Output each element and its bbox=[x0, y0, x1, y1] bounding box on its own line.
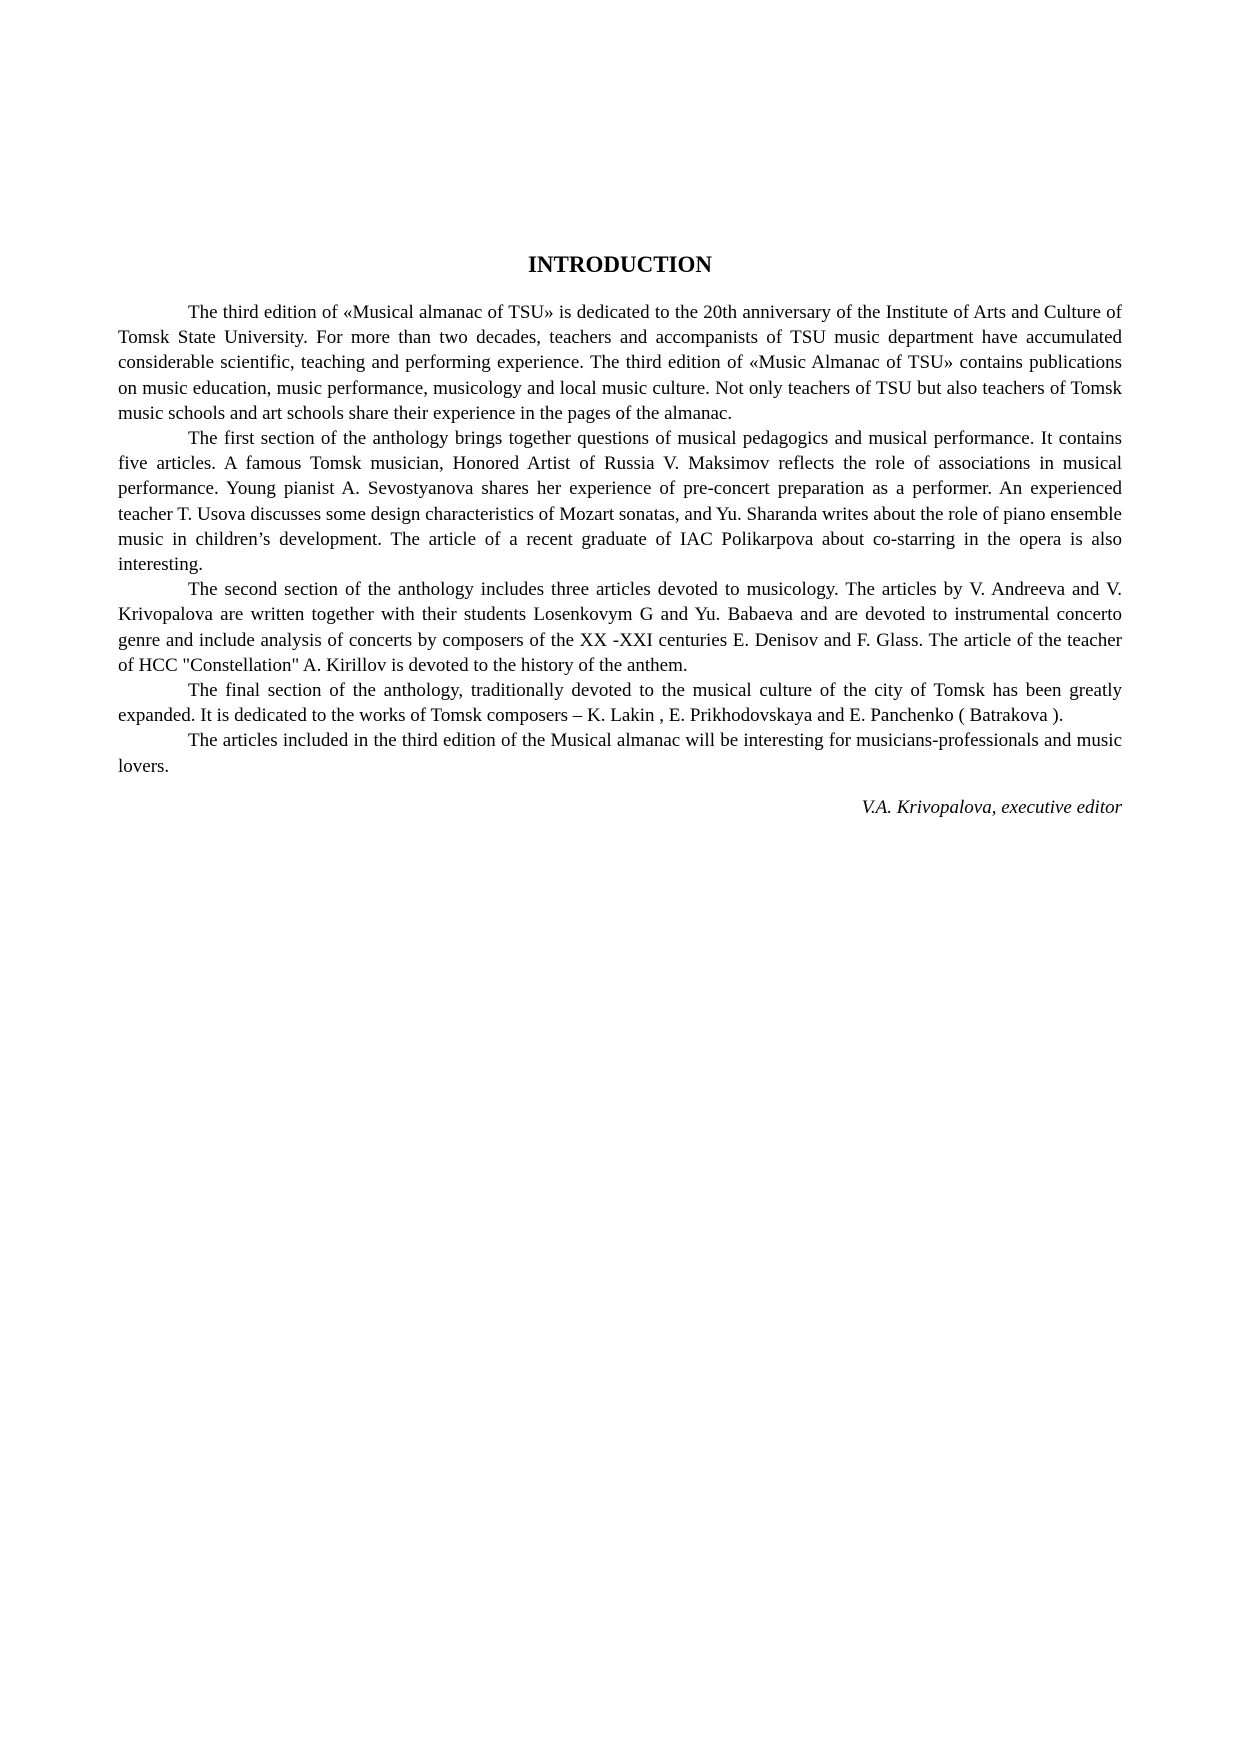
paragraph-2: The first section of the anthology brings together questions of musical pedagogics and musical performance. It contains five articles. A famous Tomsk musician, Honored Artist of Russia V. Maksimov reflects the role of associations in musical performance. Young pianist A. Sevostyanova shares her experience of pre-concert preparation as a performer. An experienced teacher T. Usova discusses some design characteristics of Mozart sonatas, and Yu. Sharanda writes about the role of piano ensemble music in children’s development. The article of a recent graduate of IAC Polikarpova about co-starring in the opera is also interesting. bbox=[118, 428, 1122, 576]
paragraph-3: The second section of the anthology includes three articles devoted to musicology. The articles by V. Andreeva and V. Krivopalova are written together with their students Losenkovym G and Yu. Babaeva and are devoted to instrumental concerto genre and include analysis of concerts by composers of the XX -XXI centuries E. Denisov and F. Glass. The article of the teacher of HCC "Constellation" A. Kirillov is devoted to the history of the anthem. bbox=[118, 579, 1122, 676]
document-page bbox=[118, 250, 1122, 820]
paragraph-1: The third edition of «Musical almanac of TSU» is dedicated to the 20th anniversary of the Institute of Arts and Culture of Tomsk State University. For more than two decades, teachers and accompanists of TSU music department have accumulated considerable scientific, teaching and performing experience. The third edition of «Music Almanac of TSU» contains publications on music education, music performance, musicology and local music culture. Not only teachers of TSU but also teachers of Tomsk music schools and art schools share their experience in the pages of the almanac. bbox=[118, 302, 1122, 424]
paragraph-5: The articles included in the third edition of the Musical almanac will be interesting for musicians-professionals and music lovers. bbox=[118, 730, 1122, 777]
editor-signature: V.A. Krivopalova, executive editor bbox=[861, 796, 1122, 818]
paragraph-4: The final section of the anthology, traditionally devoted to the musical culture of the city of Tomsk has been greatly expanded. It is dedicated to the works of Tomsk composers – K. Lakin , E. Prikhodovskaya and E. Panchenko ( Batrakova ). bbox=[118, 680, 1122, 727]
page-title: INTRODUCTION bbox=[527, 252, 713, 277]
